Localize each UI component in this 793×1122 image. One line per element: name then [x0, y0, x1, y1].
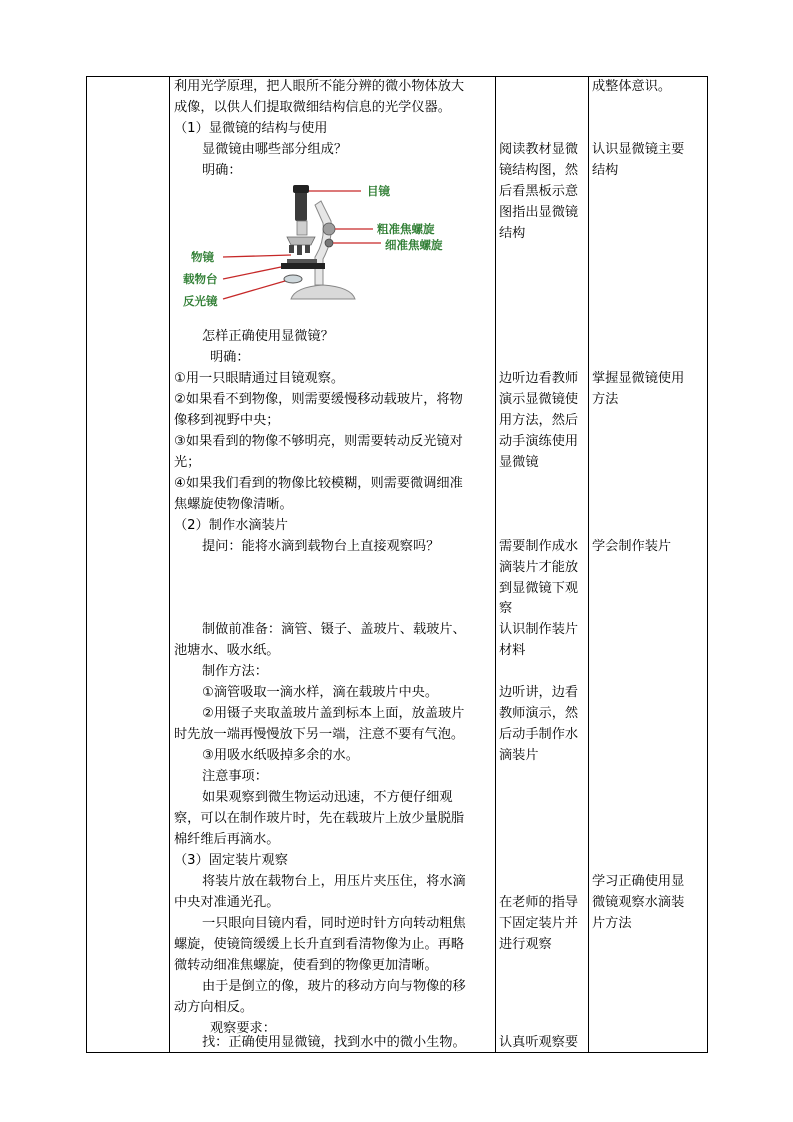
method-line: ③用吸水纸吸掉多余的水。	[202, 748, 359, 763]
activity-line: 镜结构图，然	[499, 163, 579, 178]
activity-line: 动手演练使用	[499, 434, 579, 449]
section-title: （2）制作水滴装片	[174, 518, 288, 533]
question: 显微镜由哪些部分组成？	[202, 142, 348, 157]
activity-line: 用方法，然后	[499, 413, 579, 428]
find-line: 找：正确使用显微镜，找到水中的微小生物。	[202, 1035, 466, 1050]
activity-line: 结构	[499, 226, 526, 241]
label-eyepiece: 目镜	[367, 184, 390, 198]
intent-line: 成整体意识。	[592, 79, 672, 94]
obs-line: 螺旋，使镜筒缓缓上长升直到看清物像为止。再略	[174, 937, 465, 952]
label-stage: 载物台	[183, 272, 218, 286]
obs-line: 一只眼向目镜内看，同时逆时针方向转动粗焦	[202, 916, 466, 931]
obs-line: 动方向相反。	[174, 1000, 254, 1015]
step-line: ④如果我们看到的物像比较模糊，则需要微调细准	[174, 476, 463, 491]
question: 提问：能将水滴到载物台上直接观察吗？	[202, 539, 440, 554]
step-line: ②如果看不到物像，则需要缓慢移动载玻片，将物	[174, 392, 463, 407]
section-title: （3）固定装片观察	[174, 853, 288, 868]
answer-label: 明确：	[202, 163, 242, 178]
activity-line: 认识制作装片	[499, 622, 579, 637]
activity-line: 滴装片才能放	[499, 560, 579, 575]
activity-line: 下固定装片并	[499, 916, 579, 931]
activity-line: 演示显微镜使	[499, 392, 579, 407]
step-line: 像移到视野中央；	[174, 413, 280, 428]
method-line: ②用镊子夹取盖玻片盖到标本上面，放盖玻片	[202, 706, 465, 721]
question: 怎样正确使用显微镜？	[202, 329, 334, 344]
step-line: ①用一只眼睛通过目镜观察。	[174, 371, 345, 386]
lesson-table	[86, 76, 708, 1053]
section-title: （1）显微镜的结构与使用	[174, 121, 328, 136]
activity-line: 需要制作成水	[499, 539, 579, 554]
notes-title: 注意事项：	[202, 769, 268, 784]
activity-line: 后看黑板示意	[499, 184, 579, 199]
answer-label: 明确：	[210, 350, 250, 365]
prep-line: 池塘水、吸水纸。	[174, 643, 280, 658]
activity-line: 进行观察	[499, 937, 552, 952]
step-line: 光；	[174, 455, 201, 470]
intro-line: 利用光学原理，把人眼所不能分辨的微小物体放大	[174, 79, 465, 94]
method-line: ①滴管吸取一滴水样，滴在载玻片中央。	[202, 685, 439, 700]
activity-line: 显微镜	[499, 455, 539, 470]
intent-line: 学习正确使用显	[592, 874, 685, 889]
activity-line: 滴装片	[499, 748, 539, 763]
intent-line: 掌握显微镜使用	[592, 371, 685, 386]
intent-line: 微镜观察水滴装	[592, 895, 685, 910]
obs-line: 由于是倒立的像，玻片的移动方向与物像的移	[202, 979, 466, 994]
intent-line: 认识显微镜主要	[592, 142, 685, 157]
intent-line: 片方法	[592, 916, 632, 931]
design-intent-column	[588, 77, 707, 1052]
intent-line: 方法	[592, 392, 619, 407]
label-objective: 物镜	[191, 250, 214, 264]
label-coarse-focus: 粗准焦螺旋	[377, 222, 435, 236]
prep-line: 制做前准备：滴管、镊子、盖玻片、载玻片、	[202, 622, 466, 637]
activity-line: 边听讲，边看	[499, 685, 579, 700]
activity-line: 认真听观察要	[499, 1035, 579, 1050]
activity-line: 教师演示，然	[499, 706, 579, 721]
notes-line: 如果观察到微生物运动迅速，不方便仔细观	[202, 790, 453, 805]
method-line: 时先放一端再慢慢放下另一端，注意不要有气泡。	[174, 727, 465, 742]
intent-line: 学会制作装片	[592, 539, 672, 554]
activity-line: 在老师的指导	[499, 895, 579, 910]
obs-line: 微转动细准焦螺旋，使看到的物像更加清晰。	[174, 958, 438, 973]
notes-line: 棉纤维后再滴水。	[174, 832, 280, 847]
activity-line: 后动手制作水	[499, 727, 579, 742]
activity-line: 察	[499, 601, 513, 616]
activity-line: 边听边看教师	[499, 371, 579, 386]
activity-line: 图指出显微镜	[499, 205, 579, 220]
activity-line: 阅读教材显微	[499, 142, 579, 157]
activity-line: 材料	[499, 643, 526, 658]
intro-line: 成像，以供人们提取微细结构信息的光学仪器。	[174, 100, 451, 115]
student-activity-column	[495, 77, 588, 1052]
step-line: 焦螺旋使物像清晰。	[174, 497, 293, 512]
method-title: 制作方法：	[202, 664, 268, 679]
notes-line: 察，可以在制作玻片时，先在载玻片上放少量脱脂	[174, 811, 465, 826]
obs-line: 中央对准通光孔。	[174, 895, 280, 910]
label-mirror: 反光镜	[183, 294, 218, 308]
activity-line: 到显微镜下观	[499, 581, 579, 596]
obs-line: 将装片放在载物台上，用压片夹压住，将水滴	[202, 874, 466, 889]
microscope-figure	[183, 181, 453, 317]
step-line: ③如果看到的物像不够明亮，则需要转动反光镜对	[174, 434, 463, 449]
intent-line: 结构	[592, 163, 619, 178]
label-fine-focus: 细准焦螺旋	[385, 238, 443, 252]
requirement-title: 观察要求：	[210, 1021, 276, 1036]
